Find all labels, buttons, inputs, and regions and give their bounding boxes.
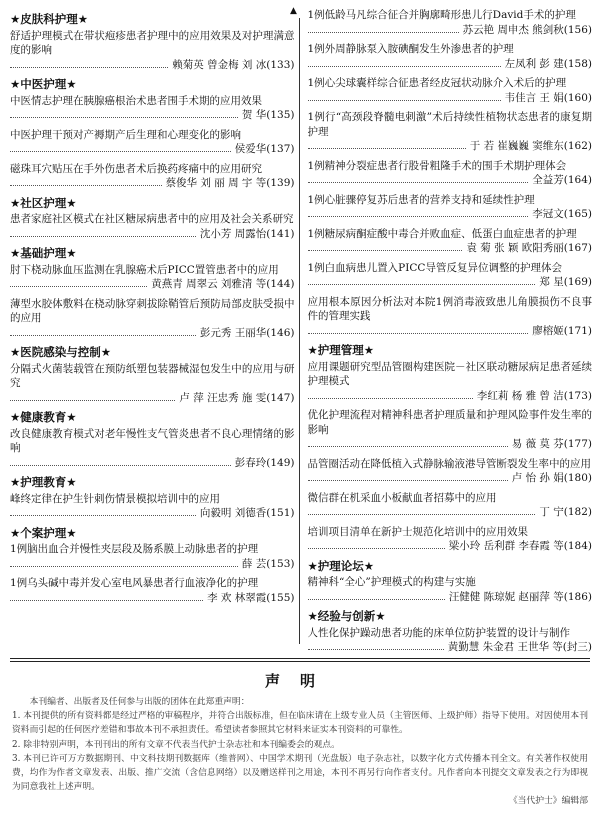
entry-title: 人性化保护躁动患者功能的床单位防护装置的设计与制作 <box>307 626 570 639</box>
entry-title: 中医护理干预对产褥期产后生理和心理变化的影响 <box>10 128 241 141</box>
entry-authors: 汪健健 陈琼妮 赵丽萍 等(186) <box>448 590 592 603</box>
toc-entry[interactable] <box>308 360 593 404</box>
dot-leader <box>10 515 196 516</box>
column-divider <box>299 18 300 644</box>
entry-authors: 廖榕姬(171) <box>532 324 592 337</box>
dot-leader <box>308 599 445 600</box>
entry-title: 1例行“高颈段脊髓电刺激”术后持续性植物状态患者的康复期护理 <box>307 111 592 138</box>
entry-author-line <box>10 176 295 191</box>
dot-leader <box>10 117 238 118</box>
toc-entry[interactable] <box>308 295 593 339</box>
entry-title: 应用课题研究型品管圈构建医院－社区联动糖尿病足患者延续护理模式 <box>307 360 592 387</box>
statement-title: 声明 <box>264 672 335 690</box>
entry-title: 1例外周静脉泵入胺碘酮发生外渗患者的护理 <box>307 43 514 55</box>
dot-leader <box>308 182 529 183</box>
statement-block <box>0 658 600 823</box>
entry-authors: 彭春玲(149) <box>234 456 295 469</box>
column-marker: ▲ <box>290 6 297 16</box>
entry-author-line <box>308 505 593 520</box>
entry-author-line <box>10 326 295 341</box>
entry-authors: 苏云艳 周申杰 熊剑秋(156) <box>462 23 592 36</box>
entry-authors: 赖菊英 曾金梅 刘 冰(133) <box>172 58 295 71</box>
entry-authors: 薛 芸(153) <box>241 557 295 570</box>
section-heading: ★经验与创新★ <box>307 609 386 623</box>
section-heading: ★护理论坛★ <box>307 558 375 573</box>
toc-entry[interactable] <box>308 159 593 188</box>
section-heading: ★中医护理★ <box>10 77 77 91</box>
section-heading: ★健康教育★ <box>10 410 77 424</box>
dot-leader <box>308 649 444 650</box>
statement-intro: 本刊编者、出版者及任何参与出版的团体在此郑重声明： <box>29 697 250 707</box>
dot-leader <box>308 148 466 149</box>
entry-title: 1例心尖球囊样综合征患者经皮冠状动脉介入术后的护理 <box>307 77 567 89</box>
entry-author-line <box>308 91 593 106</box>
entry-title: 品管圈活动在降低植入式静脉输液港导管断裂发生率中的应用 <box>307 457 591 470</box>
toc-entry[interactable] <box>10 297 295 341</box>
entry-authors: 丁 宁(182) <box>539 506 592 518</box>
entry-author-line <box>10 456 295 471</box>
entry-title: 优化护理流程对精神科患者护理质量和护理风险事件发生率的影响 <box>307 409 592 436</box>
entry-authors: 侯爱华(137) <box>234 143 295 155</box>
entry-authors: 左凤利 彭 建(158) <box>504 57 592 70</box>
entry-authors: 贺 华(135) <box>241 109 295 121</box>
section-heading: ★个案护理★ <box>10 525 77 540</box>
entry-authors: 黄燕青 周翠云 刘雅清 等(144) <box>151 278 295 290</box>
dot-leader <box>10 67 168 68</box>
dot-leader <box>10 236 196 237</box>
statement-item: 2. 除非特别声明，本刊刊出的所有文章不代表当代护士杂志社和本刊编委会的观点。 <box>12 739 340 750</box>
dot-leader <box>308 66 501 67</box>
toc-entry[interactable] <box>308 42 593 71</box>
entry-title: 精神科“全心”护理模式的构建与实施 <box>307 576 476 588</box>
toc-entry[interactable] <box>308 626 593 655</box>
dot-leader <box>308 446 508 447</box>
toc-entry[interactable] <box>308 227 593 256</box>
entry-title: 1例糖尿病酮症酸中毒合并败血症、低蛋白血症患者的护理 <box>307 227 577 240</box>
entry-author-line <box>10 227 295 242</box>
entry-author-line <box>10 391 295 406</box>
dot-leader <box>308 548 445 549</box>
entry-author-line <box>308 324 593 339</box>
entry-author-line <box>10 591 295 606</box>
entry-author-line <box>308 207 593 222</box>
entry-title: 肘下桡动脉血压监测在乳腺癌术后PICC置管患者中的应用 <box>10 263 279 276</box>
dot-leader <box>308 333 529 334</box>
dot-leader <box>10 335 196 336</box>
dot-leader <box>308 250 463 251</box>
entry-authors: 李冠文(165) <box>532 208 592 220</box>
entry-author-line <box>308 389 593 404</box>
toc-entry[interactable] <box>10 542 295 571</box>
dot-leader <box>308 398 473 399</box>
section-heading: ★社区护理★ <box>10 195 77 210</box>
entry-title: 1例心脏骤停复苏后患者的营养支持和延续性护理 <box>307 193 535 206</box>
dot-leader <box>308 32 459 33</box>
entry-authors: 全益芳(164) <box>532 174 592 186</box>
statement-signature: 《当代护士》编辑部 <box>508 796 588 807</box>
entry-author-line <box>308 590 593 605</box>
statement-top-rule <box>10 658 590 659</box>
toc-entry[interactable] <box>10 212 295 241</box>
toc-entry[interactable] <box>10 427 295 471</box>
entry-author-line <box>308 241 593 256</box>
section-heading: ★护理管理★ <box>307 343 375 357</box>
entry-author-line <box>308 437 593 452</box>
entry-authors: 梁小玲 岳利群 李春霞 等(184) <box>448 540 592 552</box>
toc-entry[interactable] <box>308 261 593 290</box>
entry-title: 舒适护理模式在带状疱疹患者护理中的应用效果及对护理满意度的影响 <box>10 29 295 56</box>
entry-author-line <box>308 539 593 554</box>
dot-leader <box>308 284 536 285</box>
section-heading: ★医院感染与控制★ <box>10 345 112 359</box>
dot-leader <box>10 286 147 287</box>
entry-author-line <box>10 277 295 292</box>
entry-author-line <box>308 471 593 486</box>
entry-authors: 彭元秀 王丽华(146) <box>199 326 295 339</box>
section-heading: ★皮肤科护理★ <box>10 12 89 26</box>
entry-author-line <box>308 139 593 154</box>
entry-authors: 李 欢 林翠霞(155) <box>207 591 295 604</box>
statement-body <box>0 695 600 809</box>
dot-leader <box>10 400 175 401</box>
entry-author-line <box>10 58 295 73</box>
entry-authors: 袁 菊 张 颖 欧阳秀丽(167) <box>466 242 592 254</box>
entry-title: 应用根本原因分析法对本院1例消毒液致患儿角膜损伤不良事件的管理实践 <box>307 295 592 322</box>
toc-entry[interactable] <box>10 492 295 521</box>
entry-title: 1例低龄马凡综合征合并胸廓畸形患儿行David手术的护理 <box>307 9 576 21</box>
toc-entry[interactable] <box>308 457 593 486</box>
entry-title: 1例白血病患儿置入PICC导管反复异位调整的护理体会 <box>307 261 562 274</box>
toc-entry[interactable] <box>308 575 593 604</box>
entry-authors: 于 若 崔巍巍 窦维东(162) <box>469 140 592 152</box>
entry-author-line <box>308 275 593 290</box>
entry-author-line <box>10 557 295 572</box>
entry-title: 1例精神分裂症患者行股骨粗隆手术的围手术期护理体会 <box>307 159 567 172</box>
toc-entry[interactable] <box>10 162 295 191</box>
entry-author-line <box>308 173 593 188</box>
entry-authors: 卢 怡 孙 娟(180) <box>511 472 592 484</box>
entry-author-line <box>308 23 593 38</box>
toc-entry[interactable] <box>10 29 295 73</box>
entry-title: 改良健康教育模式对老年慢性支气管炎患者不良心理情绪的影响 <box>10 427 295 454</box>
entry-title: 中医情志护理在胰腺癌根治术患者围手术期的应用效果 <box>10 94 262 107</box>
entry-author-line <box>10 108 295 123</box>
toc-entry[interactable] <box>308 76 593 105</box>
entry-authors: 黄勤慧 朱金君 王世华 等(封三) <box>447 641 592 653</box>
dot-leader <box>10 185 162 186</box>
entry-authors: 蔡俊华 刘 丽 周 宇 等(139) <box>165 177 295 189</box>
toc-entry[interactable] <box>10 362 295 406</box>
toc-entry[interactable] <box>10 263 295 292</box>
entry-title: 患者家庭社区模式在社区糖尿病患者中的应用及社会关系研究 <box>10 213 294 225</box>
statement-item: 1. 本刊提供的所有资料都是经过严格的审稿程序，并符合出版标准，但在临床请在上级专业人员（主管医师、上级护师）指导下使用。对因使用本刊资料而引起的任何医疗差错和事故本刊不承担责任。希望读者参照其它材料来证实本刊资料的可靠性。 <box>12 711 588 736</box>
entry-title: 薄型水胶体敷料在桡动脉穿刺拔除鞘管后预防局部皮肤受损中的应用 <box>10 297 295 324</box>
dot-leader <box>10 151 231 152</box>
entry-title: 分隔式火菌装载管在预防纸塑包装器械湿包发生中的应用与研究 <box>10 362 295 389</box>
entry-authors: 向毅明 刘德香(151) <box>199 507 295 519</box>
statement-top-rule-thin <box>10 661 590 662</box>
toc-entry[interactable] <box>10 128 295 157</box>
dot-leader <box>10 465 231 466</box>
dot-leader <box>308 100 501 101</box>
dot-leader <box>308 514 536 515</box>
entry-authors: 卢 萍 汪忠秀 施 雯(147) <box>179 391 295 404</box>
statement-item: 3. 本刊已许可万方数据期刊、中文科技期刊数据库（维普网）、中国学术期刊（光盘版）电子杂志社，以数字化方式传播本刊全文。有关著作权使用费，均作为作者文章发表、出版、推广交流（含信息网络）以及赠送样刊之用途，本刊不再另行向作者支付。凡作者向本刊提交文章发表之行为即视为同意我社上述声明。 <box>12 753 588 793</box>
dot-leader <box>308 216 529 217</box>
toc-entry[interactable] <box>10 576 295 605</box>
toc-entry[interactable] <box>10 94 295 123</box>
right-column <box>307 8 593 653</box>
entry-authors: 郑 星(169) <box>539 276 592 288</box>
entry-authors: 易 薇 莫 芬(177) <box>511 438 592 450</box>
section-heading: ★护理教育★ <box>10 475 77 489</box>
entry-authors: 沈小芳 周露怡(141) <box>199 227 295 240</box>
entry-authors: 韦佳言 王 娟(160) <box>504 91 592 104</box>
toc-entry[interactable] <box>308 8 593 37</box>
entry-author-line <box>308 57 593 72</box>
table-of-contents <box>10 8 592 653</box>
left-column <box>10 8 299 650</box>
toc-entry[interactable] <box>308 110 593 154</box>
entry-title: 1例脑出血合并慢性夹层段及肠系膜上动脉患者的护理 <box>10 543 259 555</box>
dot-leader <box>308 480 508 481</box>
entry-title: 培训项目清单在新护士规范化培训中的应用效果 <box>307 525 528 538</box>
entry-author-line <box>10 142 295 157</box>
entry-title: 峰终定律在护生针刺伤情景模拟培训中的应用 <box>10 492 220 505</box>
entry-authors: 李红莉 杨 雅 曾 洁(173) <box>476 389 592 402</box>
entry-author-line <box>10 506 295 521</box>
toc-entry[interactable] <box>308 525 593 554</box>
dot-leader <box>10 566 238 567</box>
section-heading: ★基础护理★ <box>10 246 77 260</box>
entry-author-line <box>308 640 593 655</box>
toc-entry[interactable] <box>308 193 593 222</box>
entry-title: 微信群在机采血小板献血者招募中的应用 <box>307 491 497 504</box>
toc-entry[interactable] <box>308 491 593 520</box>
entry-title: 磁珠耳穴贴压在手外伤患者术后换药疼痛中的应用研究 <box>10 162 262 175</box>
dot-leader <box>10 600 203 601</box>
entry-title: 1例乌头碱中毒并发心室电风暴患者行血液净化的护理 <box>10 577 259 589</box>
toc-entry[interactable] <box>308 408 593 452</box>
